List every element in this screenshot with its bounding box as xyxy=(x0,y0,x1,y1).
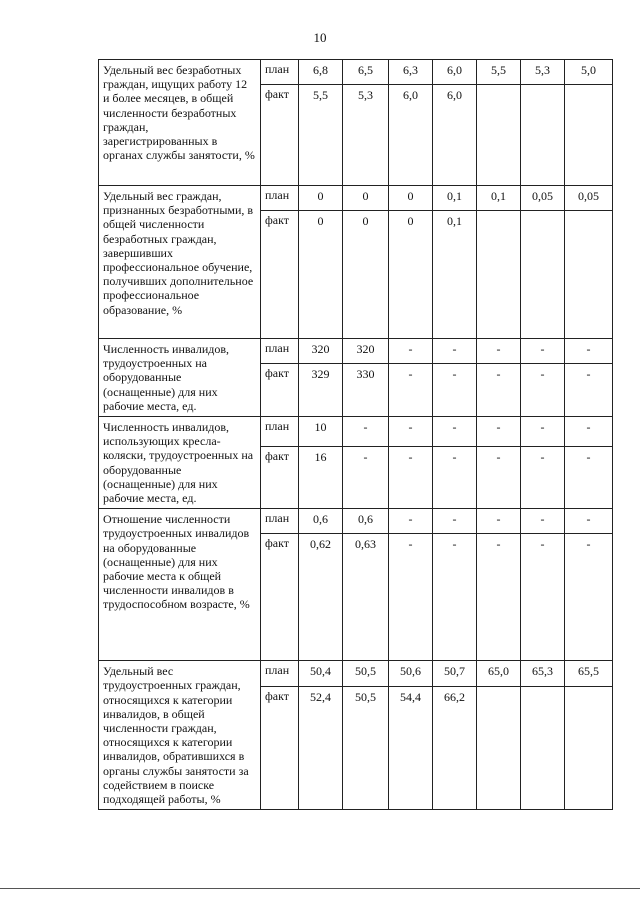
plan-value-cell: 50,5 xyxy=(343,661,389,687)
table-row-plan xyxy=(99,417,613,447)
fact-value-cell: 0,63 xyxy=(343,534,389,661)
fact-value-cell: 16 xyxy=(299,446,343,508)
fact-label: факт xyxy=(261,687,299,810)
fact-label: факт xyxy=(261,364,299,417)
indicator-cell: Удельный вес безработных граждан, ищущих работу 12 и более месяцев, в общей численности безработных граждан, зарегистрированных в органах службы занятости, % xyxy=(99,60,261,186)
plan-value-cell: - xyxy=(477,339,521,364)
plan-value-cell: - xyxy=(433,417,477,447)
plan-label: план xyxy=(261,60,299,85)
plan-label: план xyxy=(261,339,299,364)
plan-value-cell: - xyxy=(521,417,565,447)
plan-value-cell: 50,6 xyxy=(389,661,433,687)
plan-value-cell: - xyxy=(433,509,477,534)
plan-value-cell: 65,5 xyxy=(565,661,613,687)
plan-label: план xyxy=(261,509,299,534)
indicators-table xyxy=(98,59,613,810)
fact-value-cell: 0 xyxy=(299,211,343,339)
plan-value-cell: - xyxy=(477,417,521,447)
fact-value-cell: 52,4 xyxy=(299,687,343,810)
fact-value-cell xyxy=(477,687,521,810)
plan-value-cell: - xyxy=(565,417,613,447)
fact-value-cell: - xyxy=(389,534,433,661)
fact-value-cell: 6,0 xyxy=(389,85,433,186)
fact-value-cell: 330 xyxy=(343,364,389,417)
plan-value-cell: 5,3 xyxy=(521,60,565,85)
plan-value-cell: 0 xyxy=(389,186,433,211)
plan-label: план xyxy=(261,661,299,687)
fact-label: факт xyxy=(261,211,299,339)
plan-value-cell: 65,0 xyxy=(477,661,521,687)
fact-value-cell: 5,5 xyxy=(299,85,343,186)
plan-value-cell: 0 xyxy=(299,186,343,211)
table-row-plan xyxy=(99,60,613,85)
table-row-plan xyxy=(99,509,613,534)
fact-value-cell xyxy=(521,85,565,186)
page-number: 10 xyxy=(313,30,327,45)
plan-value-cell: 0,6 xyxy=(299,509,343,534)
plan-value-cell: 0,05 xyxy=(521,186,565,211)
fact-value-cell: - xyxy=(521,364,565,417)
fact-value-cell: 66,2 xyxy=(433,687,477,810)
plan-value-cell: 50,7 xyxy=(433,661,477,687)
fact-value-cell xyxy=(565,85,613,186)
fact-value-cell: - xyxy=(343,446,389,508)
plan-value-cell: 50,4 xyxy=(299,661,343,687)
plan-value-cell: 5,0 xyxy=(565,60,613,85)
plan-value-cell: - xyxy=(521,339,565,364)
plan-value-cell: - xyxy=(521,509,565,534)
fact-value-cell xyxy=(565,687,613,810)
fact-value-cell: - xyxy=(433,534,477,661)
indicator-cell: Удельный вес трудоустроенных граждан, относящихся к категории инвалидов, в общей численности граждан, относящихся к категории инвалидов, обратившихся в органы службы занятости за содействием в поиске подходящей работы, % xyxy=(99,661,261,810)
fact-value-cell: 0,62 xyxy=(299,534,343,661)
fact-value-cell: 329 xyxy=(299,364,343,417)
fact-value-cell: - xyxy=(565,534,613,661)
plan-value-cell: 5,5 xyxy=(477,60,521,85)
plan-value-cell: - xyxy=(433,339,477,364)
fact-value-cell: 54,4 xyxy=(389,687,433,810)
plan-label: план xyxy=(261,186,299,211)
plan-value-cell: - xyxy=(343,417,389,447)
fact-value-cell: 5,3 xyxy=(343,85,389,186)
plan-value-cell: - xyxy=(389,339,433,364)
fact-value-cell: - xyxy=(521,534,565,661)
plan-value-cell: 6,3 xyxy=(389,60,433,85)
plan-value-cell: - xyxy=(477,509,521,534)
plan-value-cell: 6,5 xyxy=(343,60,389,85)
fact-value-cell: 50,5 xyxy=(343,687,389,810)
fact-value-cell: - xyxy=(433,364,477,417)
plan-value-cell: 65,3 xyxy=(521,661,565,687)
fact-label: факт xyxy=(261,85,299,186)
fact-value-cell xyxy=(565,211,613,339)
table-body xyxy=(99,60,613,810)
fact-value-cell: - xyxy=(521,446,565,508)
indicator-cell: Отношение численности трудоустроенных инвалидов на оборудованные (оснащенные) для них рабочие места к общей численности инвалидов в трудоспособном возрасте, % xyxy=(99,509,261,661)
plan-value-cell: 0,05 xyxy=(565,186,613,211)
plan-value-cell: 0,6 xyxy=(343,509,389,534)
fact-value-cell: - xyxy=(389,364,433,417)
plan-value-cell: - xyxy=(565,509,613,534)
bottom-rule xyxy=(0,888,640,889)
plan-value-cell: - xyxy=(565,339,613,364)
fact-value-cell: - xyxy=(433,446,477,508)
plan-value-cell: 6,8 xyxy=(299,60,343,85)
fact-label: факт xyxy=(261,446,299,508)
fact-value-cell: 0,1 xyxy=(433,211,477,339)
fact-value-cell: - xyxy=(477,364,521,417)
fact-value-cell: - xyxy=(477,446,521,508)
fact-value-cell xyxy=(477,85,521,186)
plan-value-cell: 10 xyxy=(299,417,343,447)
plan-value-cell: 0 xyxy=(343,186,389,211)
fact-value-cell: - xyxy=(477,534,521,661)
fact-value-cell: 6,0 xyxy=(433,85,477,186)
fact-value-cell: - xyxy=(565,364,613,417)
plan-value-cell: 320 xyxy=(343,339,389,364)
table-row-plan xyxy=(99,339,613,364)
fact-value-cell: - xyxy=(565,446,613,508)
plan-value-cell: 320 xyxy=(299,339,343,364)
table-row-plan xyxy=(99,661,613,687)
fact-value-cell: - xyxy=(389,446,433,508)
fact-value-cell: 0 xyxy=(389,211,433,339)
table-row-plan xyxy=(99,186,613,211)
indicator-cell: Численность инвалидов, использующих кресла-коляски, трудоустроенных на оборудованные (оснащенные) для них рабочие места, ед. xyxy=(99,417,261,509)
fact-label: факт xyxy=(261,534,299,661)
plan-value-cell: - xyxy=(389,417,433,447)
indicator-cell: Численность инвалидов, трудоустроенных на оборудованные (оснащенные) для них рабочие места, ед. xyxy=(99,339,261,417)
fact-value-cell xyxy=(521,211,565,339)
plan-label: план xyxy=(261,417,299,447)
plan-value-cell: - xyxy=(389,509,433,534)
plan-value-cell: 0,1 xyxy=(477,186,521,211)
plan-value-cell: 6,0 xyxy=(433,60,477,85)
indicator-cell: Удельный вес граждан, признанных безработными, в общей численности безработных граждан, завершивших профессиональное обучение, получивших дополнительное профессиональное образование, % xyxy=(99,186,261,339)
plan-value-cell: 0,1 xyxy=(433,186,477,211)
fact-value-cell xyxy=(477,211,521,339)
fact-value-cell xyxy=(521,687,565,810)
fact-value-cell: 0 xyxy=(343,211,389,339)
